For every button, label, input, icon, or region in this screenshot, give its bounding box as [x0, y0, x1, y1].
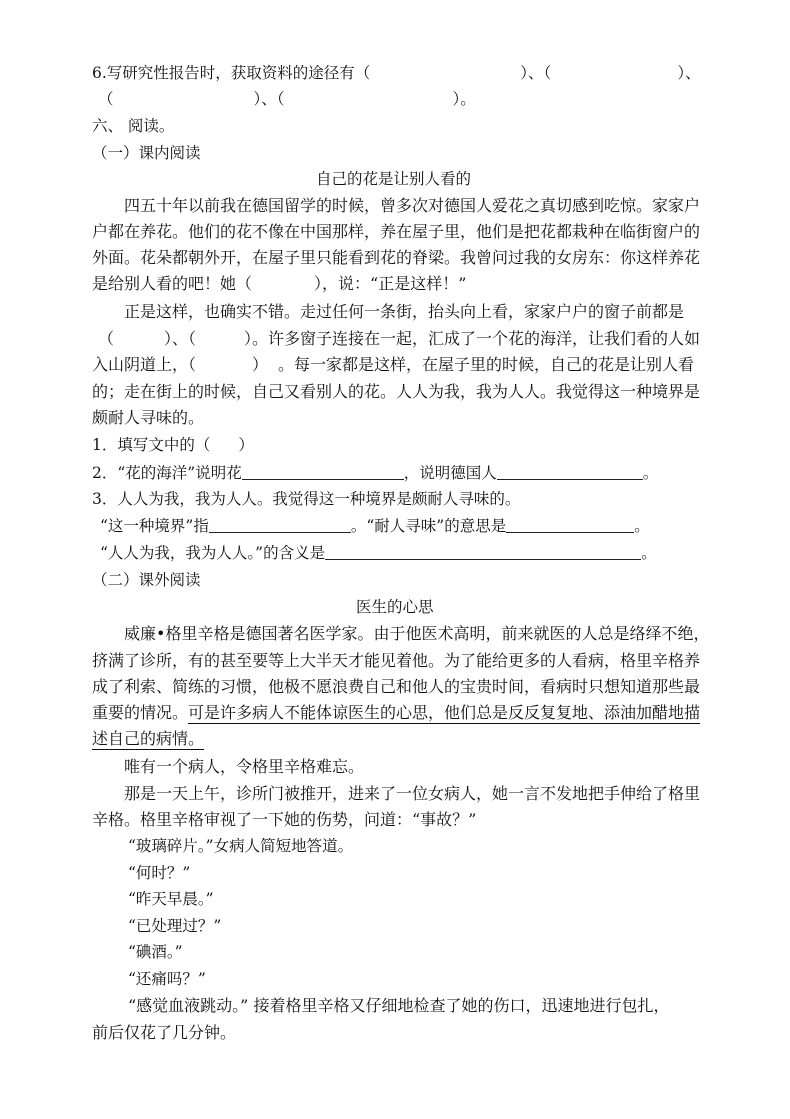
q6-line-2 — [98, 86, 476, 112]
q6-text-d: （ — [98, 90, 114, 108]
q6-text-e: ）、（ — [253, 90, 285, 108]
section-six-heading: 六、 阅读。 — [92, 117, 175, 135]
p1-line-1: 四五十年以前我在德国留学的时候，曾多次对德国人爱花之真切感到吃惊。家家户 — [124, 196, 701, 215]
q6-line-1 — [92, 60, 701, 86]
dialogue-2: “何时？” — [128, 864, 191, 882]
question-3-b1: “人人为我，我为人人。”的含义是 — [100, 544, 326, 562]
p1-line-3: 外面。花朵都朝外开，在屋子里只能看到花的脊梁。我曾问过我的女房东：你这样养花 — [92, 248, 701, 267]
question-3: 3．人人为我，我为人人。我觉得这一种境界是颇耐人寻味的。 — [92, 490, 521, 508]
part2-p1-line-2: 挤满了诊所，有的甚至要等上大半天才能见着他。为了能给更多的人看病，格里辛格养 — [92, 651, 701, 670]
dialogue-3: “昨天早晨。” — [128, 890, 214, 908]
p2-line-3-c: 。每一家都是这样，在屋子里的时候，自己的花是让别人看 — [278, 355, 695, 374]
part2-p3-line-1: 那是一天上午，诊所门被推开，进来了一位女病人，她一言不发地把手伸给了格里 — [124, 784, 701, 803]
question-3-part-b — [100, 540, 657, 566]
part1-heading: （一）课内阅读 — [92, 144, 201, 162]
question-3-a1: “这一种境界”指 — [100, 517, 209, 535]
question-2-a: 2．“花的海洋”说明花 — [92, 464, 242, 482]
underlined-sentence-end: 述自己的病情。 — [92, 729, 205, 748]
question-2 — [92, 460, 658, 486]
p1-line-4-a: 是给别人看的吧！她（ — [92, 274, 253, 293]
p2-line-2 — [98, 326, 700, 352]
answer-line[interactable] — [242, 461, 404, 480]
question-1-a: 1．填写文中的（ — [92, 436, 211, 454]
part2-p1-line-4 — [92, 700, 700, 726]
p2-line-1: 正是这样，也确实不错。走过任何一条街，抬头向上看，家家户户的窗子前都是 — [124, 302, 685, 321]
p1-line-4 — [92, 271, 466, 297]
q6-text-c: ）、 — [677, 64, 701, 82]
dialogue-1: “玻璃碎片。”女病人简短地答道。 — [128, 837, 354, 855]
underlined-sentence: 可是许多病人不能体谅医生的心思，他们总是反反复复地、添油加醋地描 — [188, 703, 701, 722]
dialogue-6: “还痛吗？” — [128, 970, 206, 988]
answer-line[interactable] — [209, 514, 351, 533]
q6-text-f: ）。 — [452, 90, 476, 108]
p1-line-2: 户都在养花。他们的花不像在中国那样，养在屋子里，他们是把花都栽种在临街窗户的 — [92, 222, 701, 241]
p2-line-2-a: （ — [98, 329, 115, 348]
part2-heading: （二）课外阅读 — [92, 571, 201, 589]
p2-line-3-a: 入山阴道上，（ — [92, 355, 197, 374]
answer-line[interactable] — [325, 541, 641, 560]
part2-p1-line-3: 成了利索、简练的习惯，他极不愿浪费自己和他人的宝贵时间，看病时只想知道那些最 — [92, 677, 701, 696]
p2-line-3 — [92, 352, 694, 378]
q6-text-b: ）、（ — [520, 64, 552, 82]
question-3-a2: 。“耐人寻味”的意思是 — [350, 517, 507, 535]
question-2-b: ，说明德国人 — [403, 464, 497, 482]
part2-p3-line-2: 辛格。格里辛格审视了一下她的伤势，问道：“事故？” — [92, 810, 477, 829]
p2-line-5: 颇耐人寻味的。 — [92, 408, 205, 427]
question-3-a3: 。 — [634, 517, 650, 535]
question-3-part-a — [100, 513, 650, 539]
p2-line-4: 的；走在街上的时候，自己又看别人的花。人人为我，我为人人。我觉得这一种境界是 — [92, 382, 701, 401]
question-1 — [92, 432, 254, 458]
dialogue-4: “已处理过？” — [128, 917, 222, 935]
part2-p1-line-5 — [92, 726, 204, 752]
question-2-c: 。 — [642, 464, 659, 482]
part2-p1-line-4-a: 重要的情况。 — [92, 703, 189, 722]
p2-line-3-b: ） — [252, 355, 269, 374]
question-1-b: ） — [238, 436, 254, 454]
part2-title: 医生的心思 — [356, 598, 434, 616]
part2-p1-line-1: 威廉•格里辛格是德国著名医学家。由于他医术高明，前来就医的人总是络绎不绝， — [124, 624, 710, 643]
part1-title: 自己的花是让别人看的 — [316, 170, 472, 188]
part2-p2: 唯有一个病人，令格里辛格难忘。 — [124, 757, 365, 776]
answer-line[interactable] — [506, 514, 634, 533]
question-3-b2: 。 — [641, 544, 657, 562]
p2-line-2-b: ）、（ — [164, 329, 197, 348]
dialogue-5: “碘酒。” — [128, 943, 183, 961]
q6-text-a: 6.写研究性报告时，获取资料的途径有（ — [92, 64, 371, 82]
p2-line-2-c: ）。许多窗子连接在一起，汇成了一个花的海洋，让我们看的人如 — [244, 329, 701, 348]
answer-line[interactable] — [497, 461, 643, 480]
p1-line-4-b: ），说：“正是这样！” — [314, 274, 467, 293]
dialogue-8: 前后仅花了几分钟。 — [92, 1023, 237, 1042]
dialogue-7: “感觉血液跳动。” 接着格里辛格又仔细地检查了她的伤口，迅速地进行包扎， — [128, 996, 670, 1015]
